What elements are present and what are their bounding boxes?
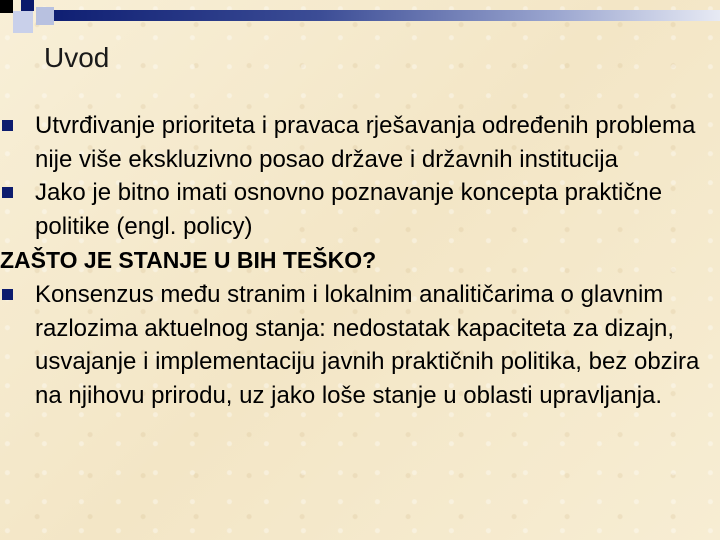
- section-heading: ZAŠTO JE STANJE U BIH TEŠKO?: [0, 247, 377, 273]
- bullet-text: Jako je bitno imati osnovno poznavanje koncepta praktične politike (engl. policy): [35, 179, 663, 240]
- square-bullet-icon: [2, 120, 13, 131]
- square-bullet-icon: [2, 289, 13, 300]
- bullet-item: [0, 109, 716, 176]
- bullet-text: Utvrđivanje prioriteta i pravaca rješavanja određenih problema nije više ekskluzivno posao države i državnih institucija: [35, 112, 696, 173]
- title-accent-bar: [54, 10, 720, 21]
- slide-content: [0, 109, 716, 412]
- bullet-item: [0, 278, 716, 412]
- decor-square-navy: [21, 0, 34, 11]
- bullet-item: [0, 176, 716, 243]
- square-bullet-icon: [2, 187, 13, 198]
- slide-title: Uvod: [44, 42, 110, 73]
- bullet-text: Konsenzus među stranim i lokalnim analitičarima o glavnim razlozima aktuelnog stanja: nedostatak kapaciteta za dizajn, usvajanje i implementaciju javnih praktičnih politika, bez obzira na njihovu prirodu, uz jako loše stanje u oblasti upravljanja.: [35, 281, 700, 409]
- decor-square-black: [0, 0, 13, 13]
- decor-square-light-2: [36, 7, 54, 25]
- decor-square-light: [13, 11, 33, 33]
